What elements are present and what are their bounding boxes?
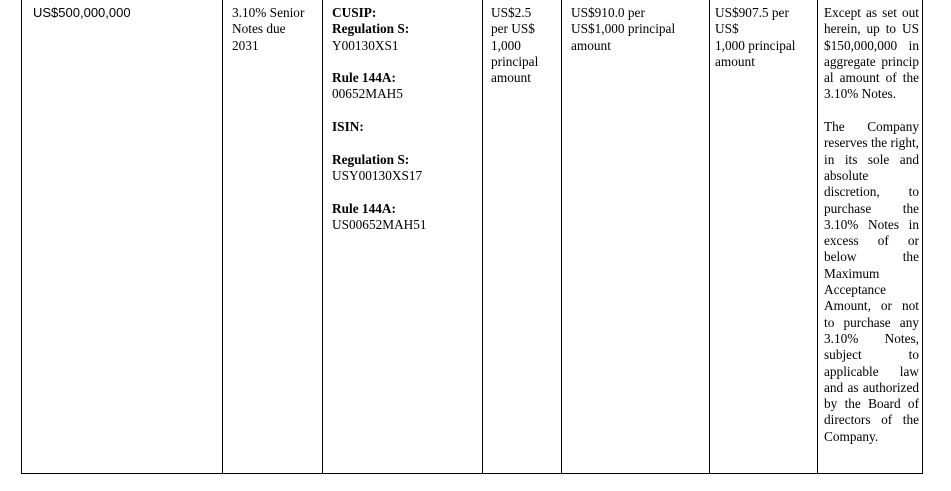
- tender-offer-table: [21, 0, 922, 474]
- notes-title-line: 2031: [232, 37, 259, 53]
- regulation-s-isin: USY00130XS17: [332, 167, 423, 183]
- early-tender-payment-cell: [491, 5, 557, 86]
- early-tender-payment-line: amount: [491, 70, 531, 86]
- rule-144a-label: Rule 144A:: [332, 70, 396, 86]
- late-consideration-cell: [715, 5, 815, 70]
- company-rights-note: The Company reserves the right, in its sole and absolute discretion, to purchase the 3.10% Notes in excess of or below the Maximum Acceptance Amount, or not to purchase any 3.10% Notes, subject to applicable law and as authorized by the Board of directors of the Company.: [824, 119, 919, 444]
- early-tender-payment-line: per US$: [491, 21, 535, 37]
- regulation-s-cusip: Y00130XS1: [332, 37, 399, 53]
- principal-amount: US$500,000,000: [33, 5, 131, 20]
- column-divider: [922, 0, 923, 474]
- column-divider: [709, 0, 710, 474]
- total-consideration-line: US$1,000 principal: [571, 21, 676, 37]
- regulation-s-label: Regulation S:: [332, 151, 410, 167]
- column-divider: [561, 0, 562, 474]
- early-tender-payment-line: principal: [491, 53, 539, 69]
- column-divider: [482, 0, 483, 474]
- late-consideration-line: US$907.5 per: [715, 5, 789, 20]
- late-consideration-line: amount: [715, 53, 755, 69]
- late-consideration-line: US$: [715, 21, 739, 37]
- total-consideration-cell: [571, 5, 706, 54]
- notes-title-line: 3.10% Senior: [232, 5, 305, 20]
- early-tender-payment-line: US$2.5: [491, 5, 532, 20]
- rule-144a-isin: US00652MAH51: [332, 216, 427, 232]
- notes-title-line: Notes due: [232, 21, 286, 37]
- late-consideration-line: 1,000 principal: [715, 37, 796, 53]
- column-divider: [222, 0, 223, 474]
- acceptance-amount-note: Except as set out herein, up to US$150,000,000 in aggregate principal amount of the 3.10% Notes.: [824, 5, 919, 102]
- notes-cell: [824, 5, 919, 445]
- isin-label: ISIN:: [332, 119, 364, 135]
- regulation-s-label: Regulation S:: [332, 21, 410, 37]
- identifiers-cell: [332, 5, 477, 233]
- total-consideration-line: amount: [571, 37, 611, 53]
- rule-144a-cusip: 00652MAH5: [332, 86, 403, 102]
- early-tender-payment-line: 1,000: [491, 37, 521, 53]
- notes-title-cell: [232, 5, 317, 54]
- cusip-label: CUSIP:: [332, 5, 377, 20]
- rule-144a-label: Rule 144A:: [332, 200, 396, 216]
- principal-amount-cell: [33, 5, 131, 21]
- column-divider: [817, 0, 818, 474]
- total-consideration-line: US$910.0 per: [571, 5, 645, 20]
- column-divider: [322, 0, 323, 474]
